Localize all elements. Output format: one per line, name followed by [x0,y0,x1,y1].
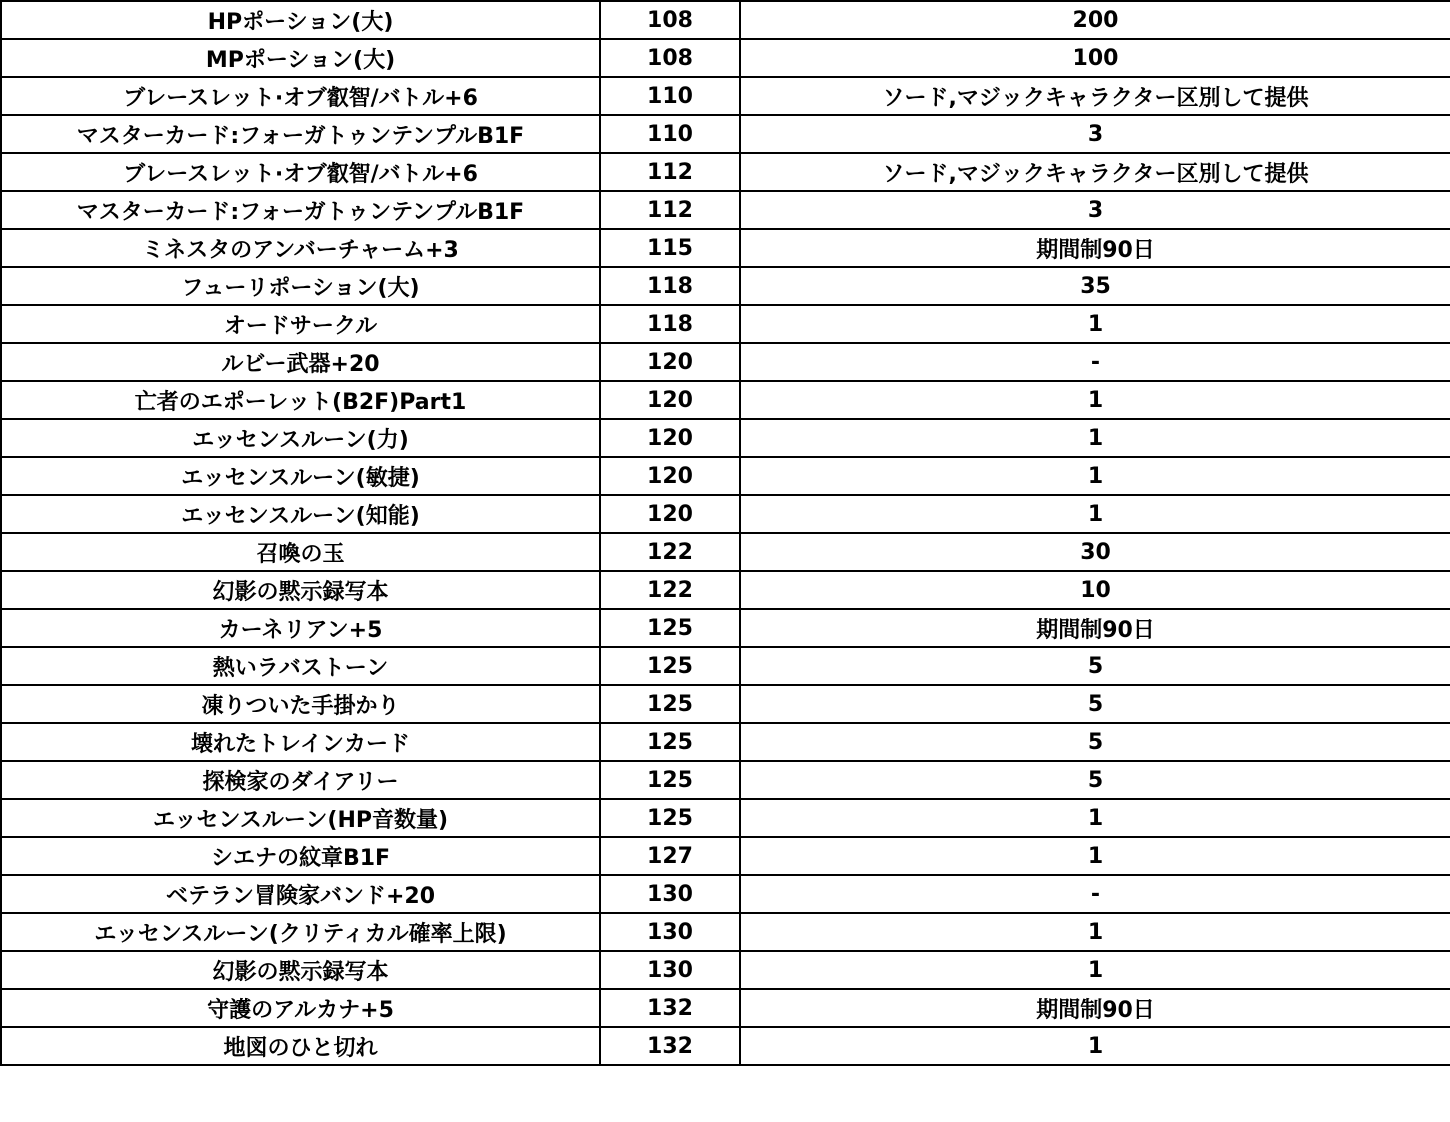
quantity-cell: 3 [740,191,1450,229]
quantity-cell: 1 [740,799,1450,837]
quantity-cell: 1 [740,837,1450,875]
item-name-cell: エッセンスルーン(HP音数量) [1,799,600,837]
level-cell: 110 [600,115,740,153]
level-cell: 127 [600,837,740,875]
quantity-cell: 3 [740,115,1450,153]
table-row [1,571,1450,609]
level-cell: 120 [600,343,740,381]
level-cell: 125 [600,799,740,837]
quantity-cell: 期間制90日 [740,609,1450,647]
quantity-cell: 期間制90日 [740,229,1450,267]
table-row [1,647,1450,685]
table-row [1,761,1450,799]
level-cell: 125 [600,761,740,799]
level-cell: 132 [600,989,740,1027]
table-row [1,343,1450,381]
quantity-cell: 1 [740,951,1450,989]
quantity-cell: 1 [740,419,1450,457]
table-row [1,1027,1450,1065]
quantity-cell: 1 [740,457,1450,495]
table-row [1,229,1450,267]
level-cell: 122 [600,571,740,609]
level-cell: 110 [600,77,740,115]
level-cell: 112 [600,153,740,191]
table-row [1,267,1450,305]
level-cell: 122 [600,533,740,571]
table-row [1,609,1450,647]
item-name-cell: 凍りついた手掛かり [1,685,600,723]
item-name-cell: 亡者のエポーレット(B2F)Part1 [1,381,600,419]
item-name-cell: オードサークル [1,305,600,343]
table-row [1,115,1450,153]
quantity-cell: 5 [740,761,1450,799]
quantity-cell: 10 [740,571,1450,609]
level-cell: 125 [600,609,740,647]
level-cell: 118 [600,267,740,305]
item-name-cell: 探検家のダイアリー [1,761,600,799]
level-cell: 118 [600,305,740,343]
quantity-cell: 1 [740,913,1450,951]
quantity-cell: 100 [740,39,1450,77]
item-name-cell: 守護のアルカナ+5 [1,989,600,1027]
quantity-cell: 1 [740,1027,1450,1065]
item-name-cell: ブレースレット·オブ叡智/バトル+6 [1,77,600,115]
table-row [1,1,1450,39]
quantity-cell: 期間制90日 [740,989,1450,1027]
level-cell: 115 [600,229,740,267]
table-row [1,913,1450,951]
item-name-cell: ベテラン冒険家バンド+20 [1,875,600,913]
level-cell: 120 [600,457,740,495]
item-name-cell: ブレースレット·オブ叡智/バトル+6 [1,153,600,191]
item-name-cell: エッセンスルーン(敏捷) [1,457,600,495]
quantity-cell: ソード,マジックキャラクター区別して提供 [740,153,1450,191]
item-name-cell: エッセンスルーン(力) [1,419,600,457]
table-row [1,77,1450,115]
level-cell: 130 [600,913,740,951]
item-name-cell: 地図のひと切れ [1,1027,600,1065]
level-cell: 112 [600,191,740,229]
table-row [1,989,1450,1027]
item-name-cell: MPポーション(大) [1,39,600,77]
level-cell: 120 [600,495,740,533]
level-cell: 120 [600,381,740,419]
item-name-cell: 召喚の玉 [1,533,600,571]
quantity-cell: - [740,875,1450,913]
table-row [1,837,1450,875]
level-cell: 108 [600,39,740,77]
quantity-cell: 200 [740,1,1450,39]
level-cell: 130 [600,951,740,989]
quantity-cell: ソード,マジックキャラクター区別して提供 [740,77,1450,115]
quantity-cell: 35 [740,267,1450,305]
item-name-cell: HPポーション(大) [1,1,600,39]
quantity-cell: 30 [740,533,1450,571]
item-name-cell: マスターカード:フォーガトゥンテンプルB1F [1,191,600,229]
table-row [1,39,1450,77]
table-row [1,723,1450,761]
item-name-cell: 幻影の黙示録写本 [1,571,600,609]
table-row [1,533,1450,571]
item-name-cell: エッセンスルーン(知能) [1,495,600,533]
table-row [1,419,1450,457]
item-name-cell: 熱いラバストーン [1,647,600,685]
table-row [1,457,1450,495]
quantity-cell: 5 [740,685,1450,723]
table-row [1,495,1450,533]
level-cell: 132 [600,1027,740,1065]
level-cell: 125 [600,647,740,685]
item-name-cell: エッセンスルーン(クリティカル確率上限) [1,913,600,951]
level-cell: 120 [600,419,740,457]
reward-table-body [1,1,1450,1065]
table-row [1,153,1450,191]
item-name-cell: カーネリアン+5 [1,609,600,647]
table-row [1,191,1450,229]
quantity-cell: 5 [740,723,1450,761]
item-name-cell: 壊れたトレインカード [1,723,600,761]
table-row [1,951,1450,989]
level-cell: 125 [600,723,740,761]
level-cell: 125 [600,685,740,723]
level-cell: 108 [600,1,740,39]
table-row [1,305,1450,343]
quantity-cell: - [740,343,1450,381]
item-name-cell: 幻影の黙示録写本 [1,951,600,989]
quantity-cell: 5 [740,647,1450,685]
quantity-cell: 1 [740,305,1450,343]
item-name-cell: フューリポーション(大) [1,267,600,305]
item-name-cell: ルビー武器+20 [1,343,600,381]
table-row [1,381,1450,419]
item-name-cell: ミネスタのアンバーチャーム+3 [1,229,600,267]
table-row [1,875,1450,913]
table-row [1,685,1450,723]
quantity-cell: 1 [740,381,1450,419]
table-row [1,799,1450,837]
item-name-cell: マスターカード:フォーガトゥンテンプルB1F [1,115,600,153]
level-cell: 130 [600,875,740,913]
item-name-cell: シエナの紋章B1F [1,837,600,875]
quantity-cell: 1 [740,495,1450,533]
